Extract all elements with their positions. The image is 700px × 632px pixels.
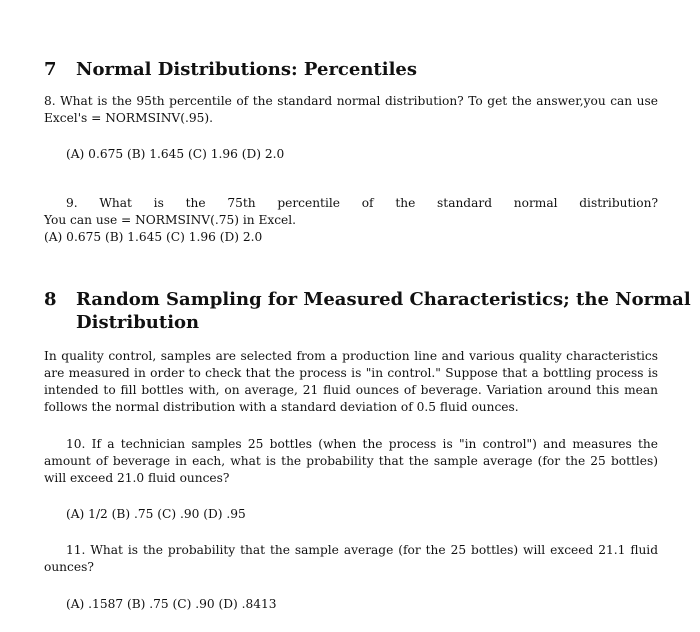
question-10-line-1: 10. If a technician samples 25 bottles (when the process is "in control") and measures the (66, 437, 658, 451)
question-9-line-1: 9. What is the 75th percentile of the standard normal distribution? (66, 196, 658, 210)
question-11-line-2: ounces? (44, 560, 94, 574)
intro-line-2: are measured in order to check that the process is "in control." Suppose that a bottling process is (44, 366, 658, 380)
question-10-answers: (A) 1/2 (B) .75 (C) .90 (D) .95 (66, 507, 246, 521)
intro-line-4: follows the normal distribution with a standard deviation of 0.5 fluid ounces. (44, 400, 519, 414)
question-11-answers: (A) .1587 (B) .75 (C) .90 (D) .8413 (66, 597, 277, 611)
intro-line-3: intended to fill bottles with, on average, 21 fluid ounces of beverage. Variation around this mean (44, 383, 658, 397)
question-11-line-1: 11. What is the probability that the sample average (for the 25 bottles) will exceed 21.1 fluid (66, 543, 658, 557)
question-10 (44, 436, 658, 487)
question-11 (44, 542, 658, 576)
section-7-title: Normal Distributions: Percentiles (76, 59, 417, 80)
section-7-heading (44, 58, 676, 81)
section-8-intro (44, 348, 658, 416)
question-8-answers: (A) 0.675 (B) 1.645 (C) 1.96 (D) 2.0 (66, 147, 285, 161)
question-9-line-2: You can use = NORMSINV(.75) in Excel. (44, 213, 297, 227)
intro-line-1: In quality control, samples are selected from a production line and various quality characteristics (44, 349, 658, 363)
section-8-heading (44, 288, 691, 334)
section-7-number: 7 (44, 59, 57, 80)
question-10-line-2: amount of beverage in each, what is the probability that the sample average (for the 25 bottles) (44, 454, 658, 468)
question-8-line-1: 8. What is the 95th percentile of the standard normal distribution? To get the answer,you can use (44, 94, 658, 108)
question-8 (44, 93, 658, 127)
section-8-number: 8 (44, 289, 57, 310)
section-8-title-line-2: Distribution (76, 312, 200, 333)
section-8-title-line-1: Random Sampling for Measured Characteristics; the Normal (76, 289, 691, 310)
question-9-answers: (A) 0.675 (B) 1.645 (C) 1.96 (D) 2.0 (44, 230, 263, 244)
question-9 (44, 195, 658, 246)
question-10-line-3: will exceed 21.0 fluid ounces? (44, 471, 230, 485)
question-8-line-2: Excel's = NORMSINV(.95). (44, 111, 213, 125)
